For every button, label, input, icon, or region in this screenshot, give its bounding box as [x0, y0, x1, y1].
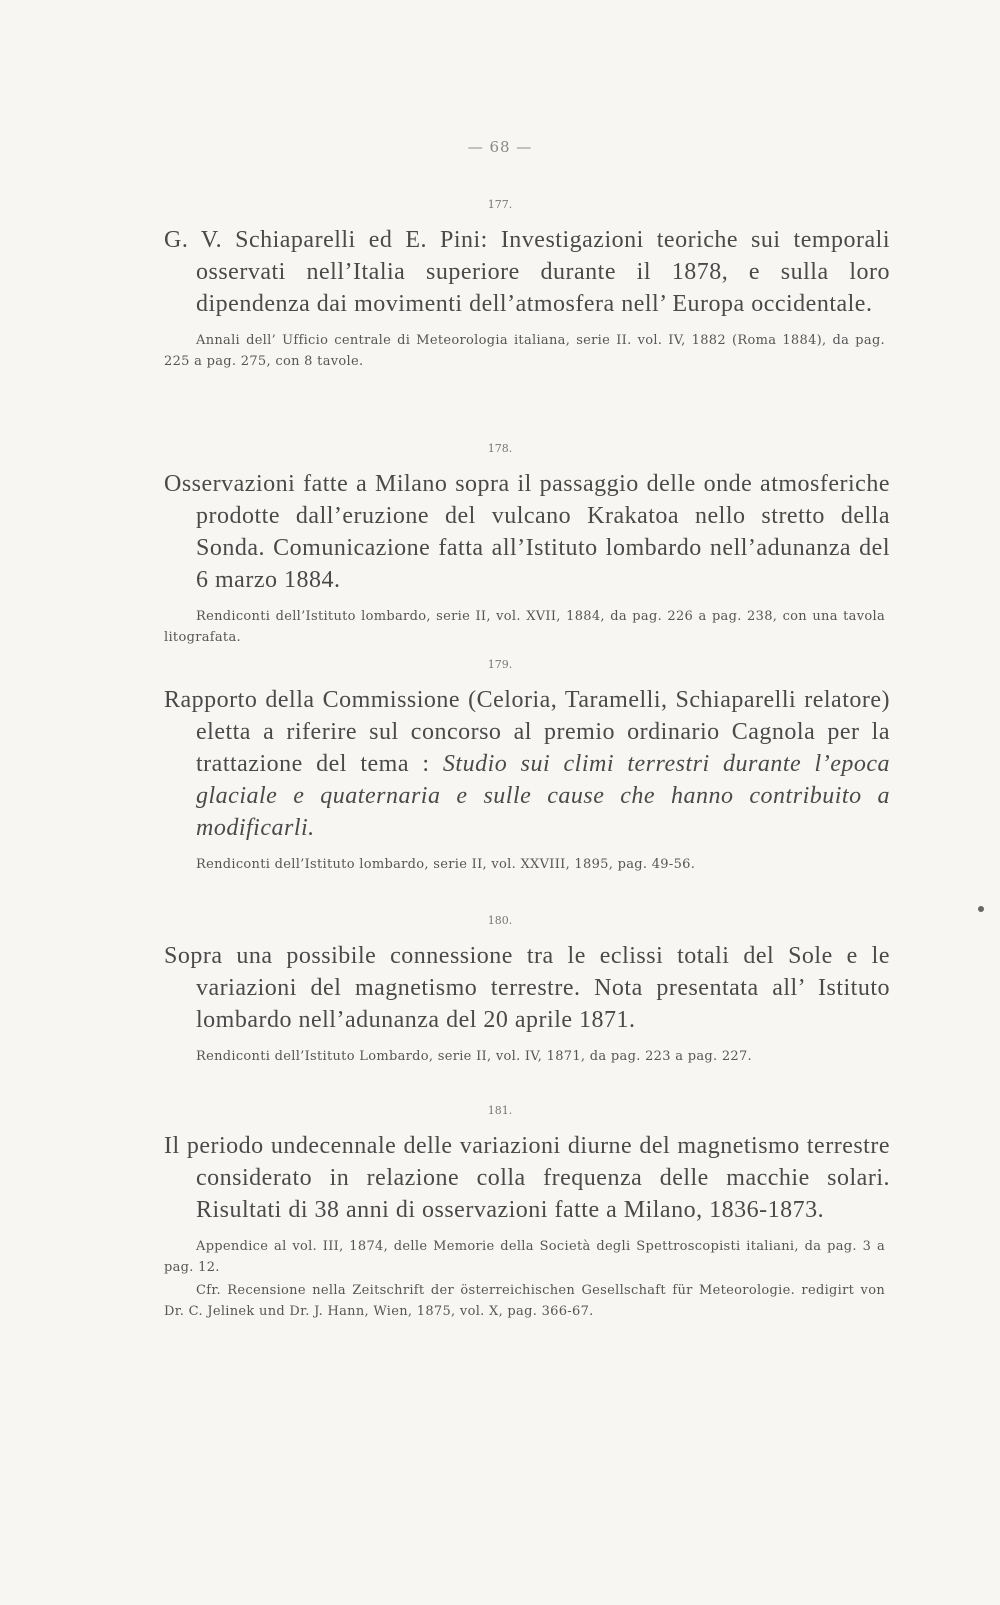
page-number: — 68 — [467, 138, 533, 156]
ink-speck [978, 906, 984, 912]
bibliography-entry [0, 914, 1000, 1067]
entry-reference: Annali dell’ Ufficio centrale di Meteorologia italiana, serie II. vol. IV, 1882 (Roma 1884), da pag. 225 a pag. 275, con 8 tavole. [164, 333, 885, 369]
bibliography-entry [0, 1104, 1000, 1322]
entry-title: Il periodo undecennale delle variazioni diurne del magnetismo terrestre considerato in relazione colla frequenza delle macchie solari. Risultati di 38 anni di osservazioni fatte a Milano, 1836-1873. [164, 1133, 890, 1223]
entry-title: G. V. Schiaparelli ed E. Pini: Investigazioni teoriche sui temporali osservati nell’Italia superiore durante il 1878, e sulla loro dipendenza dai movimenti dell’atmosfera nell’ Europa occidentale. [164, 227, 890, 317]
bibliography-entry [0, 658, 1000, 875]
entry-title-italic: Studio sui climi terrestri durante l’epoca glaciale e quaternaria e sulle cause che hanno contribuito a modificarli. [196, 751, 891, 841]
bibliography-entry [0, 442, 1000, 648]
bibliography-entry [0, 198, 1000, 372]
entry-reference: Rendiconti dell’Istituto Lombardo, serie II, vol. IV, 1871, da pag. 223 a pag. 227. [196, 1049, 752, 1064]
entry-reference: Appendice al vol. III, 1874, delle Memorie della Società degli Spettroscopisti italiani, da pag. 3 a pag. 12. [164, 1239, 885, 1275]
entry-number: 179. [487, 658, 513, 671]
entry-reference: Rendiconti dell’Istituto lombardo, serie II, vol. XXVIII, 1895, pag. 49-56. [196, 857, 696, 872]
entry-number: 180. [487, 914, 513, 927]
entry-number: 178. [487, 442, 513, 455]
entry-title: Osservazioni fatte a Milano sopra il passaggio delle onde atmosferiche prodotte dall’eruzione del vulcano Krakatoa nello stretto della Sonda. Comunicazione fatta all’Istituto lombardo nell’adunanza del 6 marzo 1884. [164, 471, 890, 593]
entry-number: 177. [487, 198, 513, 211]
entry-title [0, 684, 1000, 844]
entry-reference: Rendiconti dell’Istituto lombardo, serie II, vol. XVII, 1884, da pag. 226 a pag. 238, con una tavola litografata. [164, 609, 885, 645]
entry-reference: Cfr. Recensione nella Zeitschrift der österreichischen Gesellschaft für Meteorologie. redigirt von Dr. C. Jelinek und Dr. J. Hann, Wien, 1875, vol. X, pag. 366-67. [164, 1283, 885, 1319]
entry-title-text: Rapporto della Commissione (Celoria, Taramelli, Schiaparelli relatore) eletta a riferire sul concorso al premio ordinario Cagnola per la trattazione del tema : [164, 687, 890, 777]
entry-number: 181. [487, 1104, 513, 1117]
entry-title: Sopra una possibile connessione tra le eclissi totali del Sole e le variazioni del magnetismo terrestre. Nota presentata all’ Istituto lombardo nell’adunanza del 20 aprile 1871. [164, 943, 890, 1033]
